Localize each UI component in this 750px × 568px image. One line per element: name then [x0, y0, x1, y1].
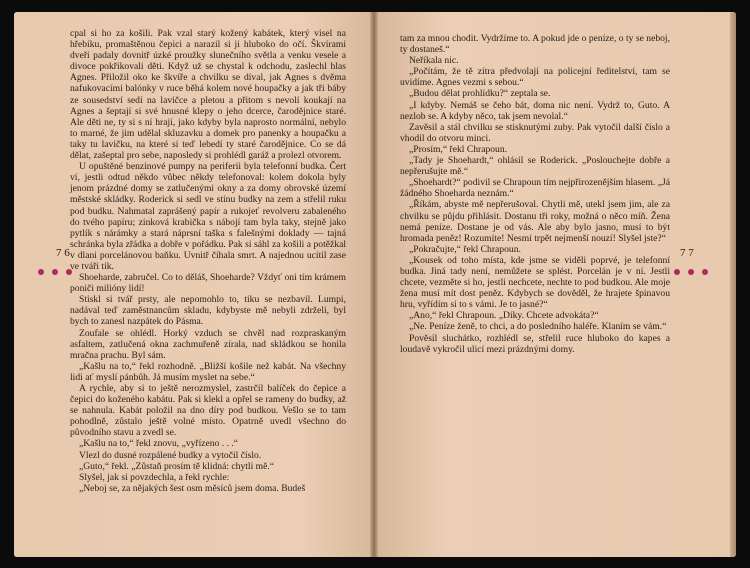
paragraph: Slyšel, jak si povzdechla, a řekl rychle: [79, 471, 230, 483]
paragraph: Shoeharde, zabručel. Co to děláš, Shoeharde? Vždyť oni tím krámem poniči milióny lidí! [70, 272, 346, 295]
paragraph: „Guto,“ řekl. „Zůstaň prosím tě klidná: chytli mě.“ [79, 460, 275, 472]
folio-dot-icon [702, 269, 708, 275]
paragraph: tam za mnou chodit. Vydržíme to. A pokud jde o peníze, o ty se neboj, ty dostaneš.“ [400, 33, 670, 56]
paragraph: „Shoehardt?“ podivil se Chrapoun tím nejpřirozenějším hlasem. „Já žádného Shoeharda neznám.“ [400, 177, 670, 200]
right-folio-dots [674, 262, 716, 280]
paragraph: „I kdyby. Nemáš se čeho bát, doma nic není. Vydrž to, Guto. A nezlob se. A kdyby něco, tak jsem nevolal.“ [400, 99, 670, 122]
left-page-number: 7 6 [56, 247, 70, 259]
left-page-text [70, 28, 346, 494]
paragraph: „Neboj se, za nějakých šest osm měsíců jsem doma. Budeš [79, 482, 306, 494]
paragraph: „Říkám, abyste mě nepřerušoval. Chytli mě, utekl jsem jim, ale za chvilku se půjdu přihlásit. Dostanu tři roky, možná o něco míň. Žena nemá peníze. Dostane je od vás. Ale aby bylo jasno, musí to být hromada peněz! Rozumíte! Nesmí trpět nejmenší nouzí! Slyšel jste?“ [400, 199, 670, 244]
paragraph: „Budou dělat prohlídku?“ zeptala se. [409, 88, 551, 100]
paragraph: Pověsil sluchátko, rozhlédl se, střelil ruce hluboko do kapes a loudavě vykročil ulicí mezi prázdnými domy. [400, 332, 670, 355]
folio-dot-icon [52, 269, 58, 275]
paragraph: „Ne. Peníze ženě, to chci, a do posledního haléře. Klaním se vám.“ [409, 321, 667, 333]
paragraph: „Počítám, že tě zítra předvolají na policejní ředitelství, tam se uvidíme. Agnes vezmi s sebou.“ [400, 66, 670, 89]
right-page-text [400, 33, 670, 355]
paragraph: Zoufale se ohlédl. Horký vzduch se chvěl nad rozpraskaným asfaltem, zatlučená okna zachmuřeně zírala, nad skládkou se honila mračna prachu. Byl sám. [70, 327, 346, 361]
paragraph: „Pokračujte,“ řekl Chrapoun. [409, 243, 521, 255]
book-gutter [370, 12, 378, 557]
paragraph: Stiskl si tvář prsty, ale nepomohlo to, tiku se nezbavil. Lumpi, nadával teď zaměstnancům skladu, kdybyste mě nebyli zdrželi, byl bych to zanesl nazpátek do Pásma. [70, 294, 346, 328]
folio-dot-icon [38, 269, 44, 275]
paragraph: „Ano,“ řekl Chrapoun. „Díky. Chcete advokáta?“ [409, 310, 599, 322]
paragraph: „Kašlu na to,“ řekl znovu, „vyřízeno . . .“ [79, 438, 239, 450]
paragraph: A rychle, aby si to ještě nerozmyslel, zastrčil balíček do čepice a čepici do koženého kabátu. Pak si klekl a opřel se rameny do budky, až se nahnula. Kabát položil na dno díry pod budkou. Vešlo se to tam pohodlně, zůstalo ještě volné místo. Opatrně uvedl všechno do původního stavu a zvedl se. [70, 383, 346, 439]
paragraph: „Prosím,“ řekl Chrapoun. [409, 143, 508, 155]
page-edge [730, 12, 736, 557]
folio-dot-icon [688, 269, 694, 275]
paragraph: „Kašlu na to,“ řekl rozhodně. „Bližší košile než kabát. Na všechny lidi ať myslí pánbůh. Já musím myslet na sebe.“ [70, 360, 346, 383]
paragraph: „Kousek od toho místa, kde jsme se viděli poprvé, je telefonní budka. Jiná tady není, nemůžete se splést. Porcelán je v ní. Jestli chcete, vezměte si ho, jestli nechcete, nechte to pod budkou. Ale moje žena musí mít dost peněz. Kdybych se dověděl, že hrajete špinavou hru, vyřídím si to s vámi. Je to jasné?“ [400, 254, 670, 311]
right-page-number: 7 7 [680, 247, 694, 259]
paragraph: Zavěsil a stál chvilku se stisknutými zuby. Pak vytočil další číslo a vhodil do otvoru minci. [400, 121, 670, 144]
paragraph: „Tady je Shoehardt,“ ohlásil se Roderick. „Poslouchejte dobře a nepřerušujte mě.“ [400, 155, 670, 178]
paragraph: Vlezl do dusné rozpálené budky a vytočil číslo. [79, 449, 262, 461]
paragraph: Neříkala nic. [409, 55, 459, 67]
paragraph: U opuštěné benzinové pumpy na periferii byla telefonní budka. Čert ví, jestli odtud někdo vůbec někdy telefonoval: kolem dokola byly jenom prázdné domy se zatlučenými okny a za domy obrovské území městské skládky. Roderick si sedl ve stínu budky na zem a střelil ruku pod budku. Nahmatal zaprášený papír a rukojeť revolveru zabaleného do tvého papíru; zinková krabička s nábojí tam byla taky, stejně jako pytlík s nárámky a stará náprsní taška s falešnými doklady — tajná schránka byla zřádka a dobře v pořádku. Pak si sáhl za košili a potěžkal v dlani porcelánovou baňku. Uvnitř číhala smrt. A najednou ucítil zase ve tváři tik. [70, 161, 346, 272]
paragraph: cpal si ho za košili. Pak vzal starý kožený kabátek, který visel na hřebíku, promaštěnou čepici a narazil si ji hluboko do očí. Škvírami dveří padaly dovnitř úzké proužky slunečního světla a venku vesele a divoce pokřikovali děti. Když už se chystal k odchodu, zaslechl hlas Agnes. Přiložil oko ke škvíře a chvilku se díval, jak Agnes s dvěma nafukovacími balónky v ruce běhá kolem nové houpačky a jak tři báby ze sousedství sedí na lavičce a pletou a přitom s nevolí koukají na Agnes a šeptají si své hnusné klepy o jeho dcerce, čarodějnice staré. Ale děti ne, ty si s ní hrají, jako kdyby byla naprosto normální, nebylo to marné, že jim udělal skluzavku a domek pro panenky a houpačku a taky tu lavičku, na které si teď lebedí ty staré čarodějnice. Co se dá dělat, zašeptal pro sebe, naposledy si prohlédl garáž a prolezl otvorem. [70, 28, 346, 162]
folio-dot-icon [674, 269, 680, 275]
